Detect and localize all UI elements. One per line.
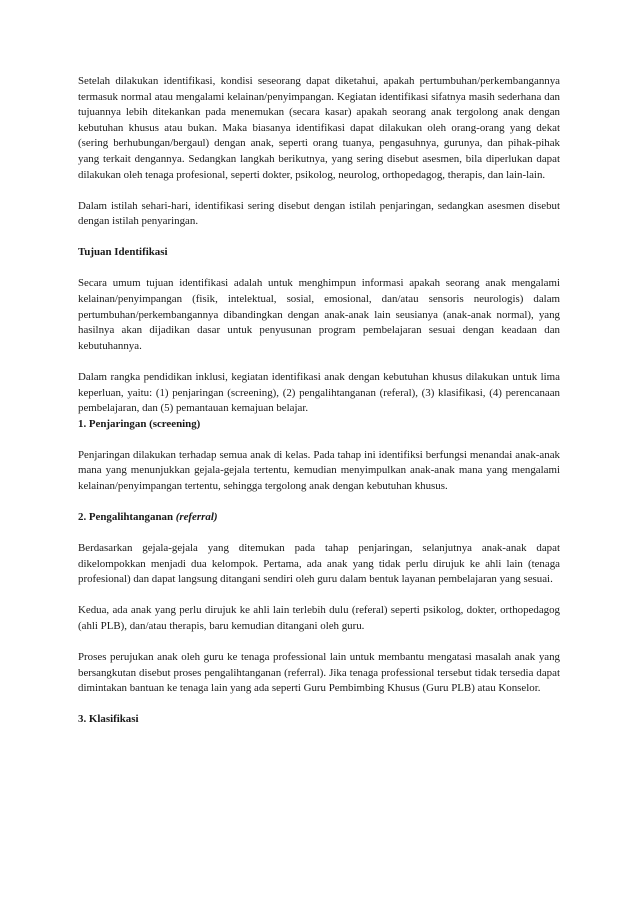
heading-klasifikasi: 3. Klasifikasi xyxy=(78,713,139,726)
document-page xyxy=(78,74,560,744)
heading-pengalihtanganan xyxy=(78,510,560,526)
paragraph-penjaringan: Penjaringan dilakukan terhadap semua anak di kelas. Pada tahap ini identifiksi berfungsi menandai anak-anak mana yang menunjukkan gejala-gejala tertentu, kemudian menyimpulkan anak-anak mana yang mengalami kelainan/penyimpangan tertentu, sehingga tergolong anak dengan kebutuhan khusus. xyxy=(78,448,560,492)
paragraph-referral-second-group: Kedua, ada anak yang perlu dirujuk ke ahli lain terlebih dulu (referal) seperti psikolog, dokter, orthopedagog (ahli PLB), dan/atau therapis, baru kemudian ditangani oleh guru. xyxy=(78,604,560,633)
heading-penjaringan: 1. Penjaringan (screening) xyxy=(78,417,201,430)
paragraph-five-purposes: Dalam rangka pendidikan inklusi, kegiatan identifikasi anak dengan kebutuhan khusus dilakukan untuk lima keperluan, yaitu: (1) penjaringan (screening), (2) pengalihtanganan (referal), (3) klasifikasi, (4) perencanaan pembelajaran, dan (5) pemantauan kemajuan belajar. xyxy=(78,370,560,415)
paragraph-identification-result: Setelah dilakukan identifikasi, kondisi seseorang dapat diketahui, apakah pertumbuhan/perkembangannya termasuk normal atau mengalami kelainan/penyimpangan. Kegiatan identifikasi sifatnya masih sederhana dan tujuannya lebih ditekankan pada menemukan (secara kasar) apakah seorang anak tergolong anak dengan kebutuhan khusus atau bukan. Maka biasanya identifikasi dapat dilakukan oleh orang-orang yang dekat (sering berhubungan/bergaul) dengan anak, seperti orang tuanya, pengasuhnya, gurunya, dan pihak-pihak yang terkait dengannya. Sedangkan langkah berikutnya, yang sering disebut asesmen, bila diperlukan dapat dilakukan oleh tenaga profesional, seperti dokter, psikolog, neurolog, orthopedagog, therapis, dan lain-lain. xyxy=(78,75,560,181)
paragraph-referral-process: Proses perujukan anak oleh guru ke tenaga professional lain untuk membantu mengatasi masalah anak yang bersangkutan disebut proses pengalihtanganan (referral). Jika tenaga professional tersebut tidak tersedia dapat dimintakan bantuan ke tenaga lain yang ada seperti Guru Pembimbing Khusus (Guru PLB) atau Konselor. xyxy=(78,651,560,695)
paragraph-terminology: Dalam istilah sehari-hari, identifikasi sering disebut dengan istilah penjaringan, sedangkan asesmen disebut dengan istilah penyaringan. xyxy=(78,199,560,228)
heading-pengalihtanganan-text: 2. Pengalihtanganan xyxy=(78,511,176,524)
paragraph-grouping: Berdasarkan gejala-gejala yang ditemukan pada tahap penjaringan, selanjutnya anak-anak dapat dikelompokkan menjadi dua kelompok. Pertama, ada anak yang tidak perlu dirujuk ke ahli lain (tenaga profesional) dan dapat langsung ditangani sendiri oleh guru dalam bentuk layanan pembelajaran yang sesuai. xyxy=(78,542,560,586)
paragraph-general-purpose: Secara umum tujuan identifikasi adalah untuk menghimpun informasi apakah seorang anak mengalami kelainan/penyimpangan (fisik, intelektual, sosial, emosional, dan/atau sensoris neurologis) dalam pertumbuhan/perkembangannya dibandingkan dengan anak-anak lain seusianya (anak-anak normal), yang hasilnya akan dijadikan dasar untuk penyusunan program pembelajaran sesuai dengan keadaan dan kebutuhannya. xyxy=(78,277,560,352)
heading-tujuan-identifikasi: Tujuan Identifikasi xyxy=(78,246,168,259)
heading-pengalihtanganan-italic: (referral) xyxy=(175,511,218,524)
